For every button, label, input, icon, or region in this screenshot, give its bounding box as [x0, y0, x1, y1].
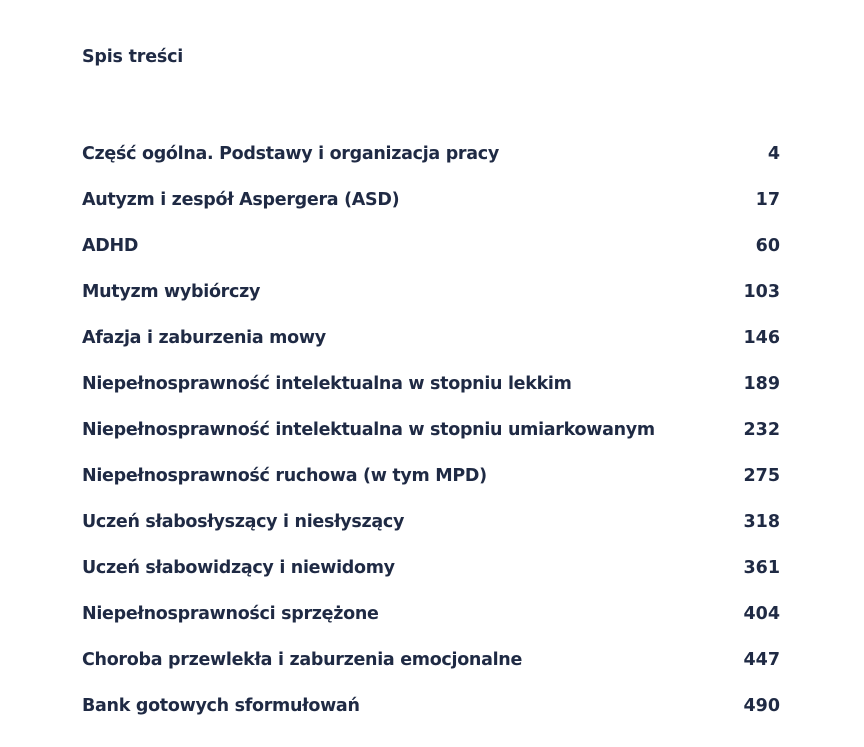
toc-entry-title: Niepełnosprawność ruchowa (w tym MPD): [82, 466, 487, 486]
toc-entry-page: 103: [743, 282, 780, 302]
toc-entry: [82, 407, 780, 453]
toc-entry-page: 17: [755, 190, 780, 210]
toc-entry-page: 361: [743, 558, 780, 578]
toc-entry-page: 232: [743, 420, 780, 440]
toc-entry-title: Uczeń słabowidzący i niewidomy: [82, 558, 395, 578]
toc-entry: [82, 269, 780, 315]
toc-entry-title: Niepełnosprawność intelektualna w stopniu umiarkowanym: [82, 420, 655, 440]
toc-entry-page: 60: [755, 236, 780, 256]
toc-entry-page: 275: [743, 466, 780, 486]
toc-entry-title: Autyzm i zespół Aspergera (ASD): [82, 190, 400, 210]
toc-entry: [82, 499, 780, 545]
toc-entry: [82, 131, 780, 177]
toc-entry: [82, 591, 780, 637]
toc-entry: [82, 223, 780, 269]
toc-entry-title: Niepełnosprawności sprzężone: [82, 604, 379, 624]
toc-entry-title: Mutyzm wybiórczy: [82, 282, 261, 302]
toc-entry-title: Bank gotowych sformułowań: [82, 696, 360, 716]
toc-entry-title: Afazja i zaburzenia mowy: [82, 328, 326, 348]
toc-entry-title: ADHD: [82, 236, 139, 256]
toc-entry-page: 318: [743, 512, 780, 532]
toc-entry: [82, 361, 780, 407]
toc-entry: [82, 545, 780, 591]
toc-entry: [82, 177, 780, 223]
toc-heading: Spis treści: [82, 47, 184, 67]
toc-entry-title: Niepełnosprawność intelektualna w stopniu lekkim: [82, 374, 572, 394]
toc-entry-page: 447: [743, 650, 780, 670]
toc-entry-page: 4: [767, 144, 780, 164]
toc-entry: [82, 453, 780, 499]
toc-entry-page: 490: [743, 696, 780, 716]
toc-entry-title: Uczeń słabosłyszący i niesłyszący: [82, 512, 405, 532]
toc-entry: [82, 683, 780, 729]
toc-entry-title: Część ogólna. Podstawy i organizacja pracy: [82, 144, 499, 164]
toc-entry: [82, 315, 780, 361]
toc-entry: [82, 637, 780, 683]
toc-list: [82, 131, 780, 729]
toc-entry-title: Choroba przewlekła i zaburzenia emocjonalne: [82, 650, 523, 670]
toc-entry-page: 146: [743, 328, 780, 348]
toc-entry-page: 404: [743, 604, 780, 624]
toc-entry-page: 189: [743, 374, 780, 394]
